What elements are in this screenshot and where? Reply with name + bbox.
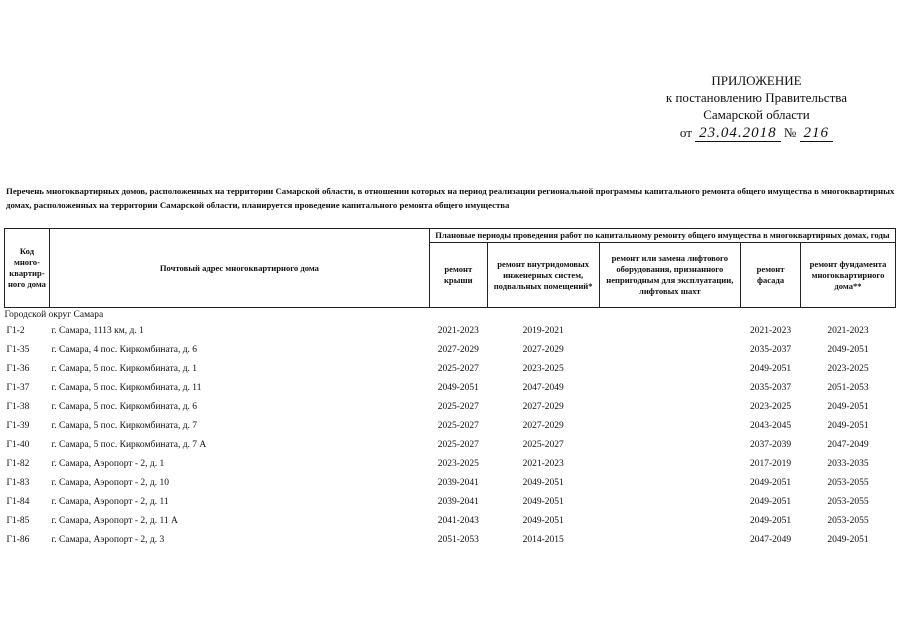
cell-foundation: 2053-2055 [827, 477, 869, 488]
cell-address: г. Самара, 1113 км, д. 1 [51, 325, 144, 336]
cell-elevator [599, 492, 741, 511]
cell-code: Г1-82 [6, 458, 30, 469]
cell-facade: 2047-2049 [749, 534, 792, 545]
cell-address: г. Самара, Аэропорт - 2, д. 1 [51, 458, 165, 469]
cell-roof: 2023-2025 [437, 458, 479, 469]
cell-address: г. Самара, 4 пос. Киркомбината, д. 6 [51, 344, 198, 355]
cell-facade: 2023-2025 [749, 401, 792, 412]
cell-address: г. Самара, Аэропорт - 2, д. 3 [51, 534, 165, 545]
handwritten-date: 23.04.2018 [695, 125, 781, 142]
cell-elevator [599, 397, 741, 416]
table-row [5, 454, 896, 473]
table-row [5, 397, 896, 416]
cell-facade: 2049-2051 [749, 496, 792, 507]
table-row [5, 321, 896, 340]
cell-roof: 2051-2053 [437, 534, 479, 545]
cell-facade: 2037-2039 [749, 439, 792, 450]
cell-roof: 2025-2027 [437, 439, 479, 450]
cell-code: Г1-36 [6, 363, 30, 374]
cell-facade: 2017-2019 [749, 458, 792, 469]
cell-elevator [599, 378, 741, 397]
repair-schedule-table [4, 228, 896, 549]
cell-code: Г1-40 [6, 439, 30, 450]
cell-roof: 2025-2027 [437, 401, 479, 412]
cell-code: Г1-2 [6, 325, 25, 336]
cell-roof: 2025-2027 [437, 420, 479, 431]
cell-foundation: 2033-2035 [827, 458, 869, 469]
appendix-header [666, 72, 847, 142]
cell-internal: 2049-2051 [522, 515, 564, 526]
cell-address: г. Самара, 5 пос. Киркомбината, д. 1 [51, 363, 198, 374]
appendix-line-1: к постановлению Правительства [665, 90, 847, 105]
cell-elevator [599, 511, 741, 530]
cell-internal: 2014-2015 [522, 534, 564, 545]
date-prefix: от [679, 125, 692, 140]
appendix-line-2: Самарской области [703, 107, 810, 122]
cell-internal: 2027-2029 [522, 420, 564, 431]
table-row [5, 378, 896, 397]
cell-facade: 2049-2051 [749, 515, 792, 526]
cell-internal: 2019-2021 [522, 325, 564, 336]
cell-foundation: 2049-2051 [827, 344, 869, 355]
cell-facade: 2049-2051 [749, 363, 792, 374]
cell-address: г. Самара, 5 пос. Киркомбината, д. 6 [51, 401, 198, 412]
header-elevator: ремонт или замена лифтового оборудования, признанного непригодным для эксплуатации, лифтовых шахт [599, 243, 741, 308]
table-row [5, 416, 896, 435]
cell-internal: 2049-2051 [522, 496, 564, 507]
cell-elevator [599, 340, 741, 359]
cell-code: Г1-84 [6, 496, 30, 507]
cell-code: Г1-35 [6, 344, 30, 355]
district-label: Городской округ Самара [4, 309, 104, 320]
cell-code: Г1-86 [6, 534, 30, 545]
table-row [5, 511, 896, 530]
cell-internal: 2049-2051 [522, 477, 564, 488]
header-internal-systems: ремонт внутридомовых инженерных систем, подвальных помещений* [487, 243, 599, 308]
cell-code: Г1-37 [6, 382, 30, 393]
cell-foundation: 2049-2051 [827, 420, 869, 431]
cell-elevator [599, 321, 741, 340]
cell-elevator [599, 473, 741, 492]
cell-foundation: 2049-2051 [827, 534, 869, 545]
header-roof: ремонт крыши [429, 243, 487, 308]
appendix-reference [666, 124, 847, 142]
cell-foundation: 2053-2055 [827, 496, 869, 507]
table-row [5, 435, 896, 454]
handwritten-number: 216 [800, 125, 834, 142]
number-prefix: № [783, 125, 797, 140]
table-row [5, 530, 896, 549]
table-row [5, 340, 896, 359]
header-code: Код много-квартир-ного дома [5, 229, 50, 308]
cell-code: Г1-83 [6, 477, 30, 488]
header-foundation: ремонт фундамента многоквартирного дома** [801, 243, 896, 308]
cell-roof: 2027-2029 [437, 344, 479, 355]
header-address: Почтовый адрес многоквартирного дома [49, 229, 429, 308]
header-planned-periods: Плановые периоды проведения работ по капитальному ремонту общего имущества в многоквартирных домах, годы [429, 229, 895, 243]
cell-address: г. Самара, 5 пос. Киркомбината, д. 7 А [51, 439, 207, 450]
cell-elevator [599, 416, 741, 435]
cell-internal: 2027-2029 [522, 401, 564, 412]
cell-internal: 2027-2029 [522, 344, 564, 355]
cell-roof: 2039-2041 [437, 477, 479, 488]
cell-code: Г1-38 [6, 401, 30, 412]
cell-facade: 2035-2037 [749, 344, 792, 355]
cell-address: г. Самара, 5 пос. Киркомбината, д. 11 [51, 382, 202, 393]
cell-facade: 2035-2037 [749, 382, 792, 393]
cell-facade: 2043-2045 [749, 420, 792, 431]
cell-code: Г1-85 [6, 515, 30, 526]
cell-foundation: 2051-2053 [827, 382, 869, 393]
table-row [5, 359, 896, 378]
cell-internal: 2023-2025 [522, 363, 564, 374]
cell-address: г. Самара, Аэропорт - 2, д. 10 [51, 477, 170, 488]
cell-address: г. Самара, 5 пос. Киркомбината, д. 7 [51, 420, 198, 431]
table-row [5, 473, 896, 492]
cell-facade: 2021-2023 [749, 325, 792, 336]
document-title: Перечень многоквартирных домов, расположенных на территории Самарской области, в отношении которых на период реализации региональной программы капитального ремонта общего имущества в многоквартирных домах, расположенных на территории Самарской области, планируется проведение капитального ремонта общего имущества [6, 186, 895, 210]
cell-roof: 2041-2043 [437, 515, 479, 526]
cell-elevator [599, 530, 741, 549]
cell-roof: 2025-2027 [437, 363, 479, 374]
cell-address: г. Самара, Аэропорт - 2, д. 11 [51, 496, 169, 507]
cell-foundation: 2021-2023 [827, 325, 869, 336]
cell-roof: 2039-2041 [437, 496, 479, 507]
cell-internal: 2025-2027 [522, 439, 564, 450]
table-row [5, 492, 896, 511]
cell-elevator [599, 359, 741, 378]
cell-elevator [599, 435, 741, 454]
cell-foundation: 2049-2051 [827, 401, 869, 412]
header-facade: ремонт фасада [741, 243, 801, 308]
appendix-title: ПРИЛОЖЕНИЕ [711, 73, 802, 88]
cell-address: г. Самара, Аэропорт - 2, д. 11 А [51, 515, 178, 526]
cell-code: Г1-39 [6, 420, 30, 431]
cell-facade: 2049-2051 [749, 477, 792, 488]
cell-foundation: 2047-2049 [827, 439, 869, 450]
cell-foundation: 2023-2025 [827, 363, 869, 374]
cell-elevator [599, 454, 741, 473]
cell-roof: 2021-2023 [437, 325, 479, 336]
cell-internal: 2047-2049 [522, 382, 564, 393]
cell-foundation: 2053-2055 [827, 515, 869, 526]
cell-roof: 2049-2051 [437, 382, 479, 393]
cell-internal: 2021-2023 [522, 458, 564, 469]
